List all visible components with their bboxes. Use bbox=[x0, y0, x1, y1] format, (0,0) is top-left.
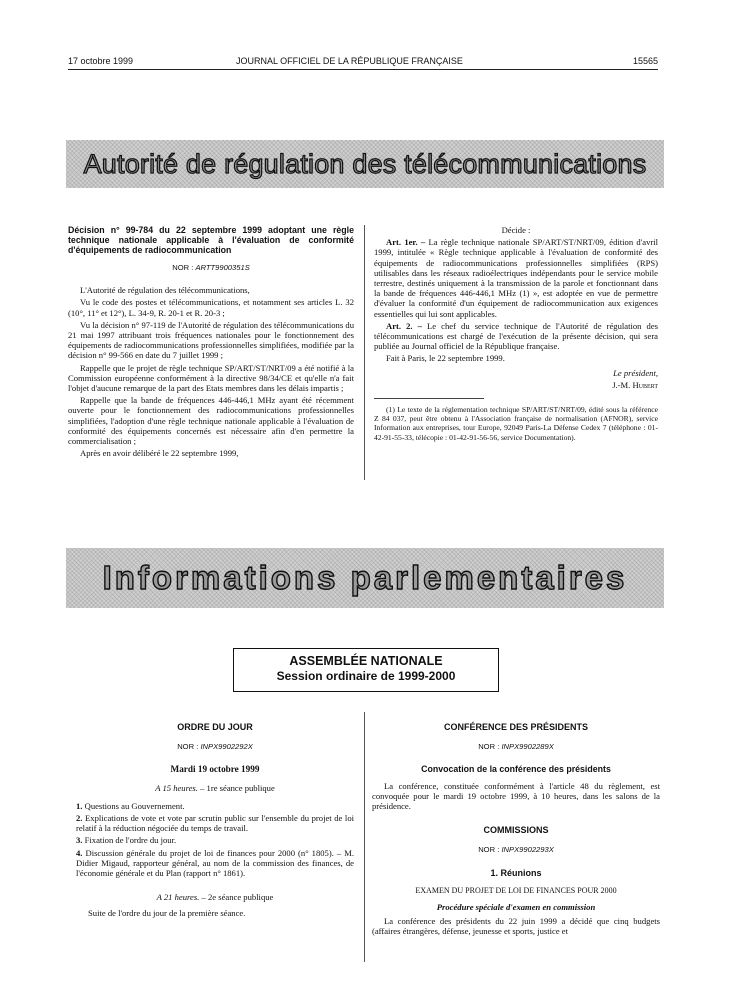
agenda-items bbox=[76, 801, 354, 878]
conference-heading: CONFÉRENCE DES PRÉSIDENTS bbox=[443, 722, 589, 732]
agenda-item bbox=[76, 813, 354, 833]
agenda-item-text: Explications de vote et vote par scrutin public sur l'ensemble du projet de loi relatif à la réduction négociée du temps de travail. bbox=[76, 813, 354, 834]
sitting-2-label: – 2e séance publique bbox=[201, 892, 274, 903]
conference-nor-code: INPX9902289X bbox=[501, 742, 554, 752]
commissions-heading: COMMISSIONS bbox=[483, 825, 549, 836]
conference-nor-label: NOR : bbox=[478, 742, 500, 752]
commissions-nor-code: INPX9902293X bbox=[501, 845, 554, 855]
preamble-authority: L'Autorité de régulation des télécommunications, bbox=[80, 285, 250, 296]
banner-title: Autorité de régulation des télécommunications bbox=[83, 148, 647, 179]
header-rule bbox=[68, 69, 658, 70]
agenda-item-num: 2. bbox=[76, 813, 83, 824]
agenda-nor bbox=[76, 742, 354, 752]
decision-right-column bbox=[374, 225, 658, 444]
sitting-2-text: Suite de l'ordre du jour de la première séance. bbox=[88, 908, 246, 919]
assembly-name: ASSEMBLÉE NATIONALE bbox=[289, 654, 443, 668]
agenda-item bbox=[76, 848, 354, 879]
signer-title-text: Le président, bbox=[613, 367, 658, 378]
preamble-notification: Rappelle que le projet de règle technique SP/ART/ST/NRT/09 a été notifié à la Commission européenne conformément à la directive 98/34/CE et qu'elle n'a fait l'objet d'aucune remarque de la part des Etats membres dans les délais impartis ; bbox=[68, 362, 354, 394]
agenda-column bbox=[76, 722, 354, 921]
assembly-box bbox=[233, 648, 499, 692]
preamble-code: Vu le code des postes et télécommunications, et notamment ses articles L. 32 (10°, 11° et 12°), L. 34-9, R. 20-1 et R. 20-3 ; bbox=[68, 297, 354, 318]
procedure-heading-text: Procédure spéciale d'examen en commission bbox=[436, 902, 596, 913]
commissions-nor bbox=[372, 845, 660, 855]
article-1-label: Art. 1er. – bbox=[386, 237, 426, 248]
exam-heading: EXAMEN DU PROJET DE LOI DE FINANCES POUR 2000 bbox=[415, 885, 617, 895]
banner-title-parliament: Informations parlementaires bbox=[102, 559, 628, 596]
article-2 bbox=[374, 321, 658, 352]
agenda-nor-label: NOR : bbox=[177, 742, 199, 752]
procedure-heading bbox=[372, 902, 660, 912]
decision-nor bbox=[68, 263, 354, 273]
decision-title: Décision n° 99-784 du 22 septembre 1999 adoptant une règle technique nationale applicable à l'évaluation de conformité d'équipements de radiocommunication bbox=[68, 225, 354, 255]
footnote: (1) Le texte de la réglementation technique SP/ART/ST/NRT/09, édité sous la référence Z 84 037, peut être obtenu à l'Association française de normalisation (AFNOR), service Information aux entreprises, tour Europe, 92049 Paris-La Défense Cedex 7 (téléphone : 01-42-91-55-33, télécopie : 01-42-91-56-56, service Documentation). bbox=[374, 405, 658, 442]
agenda-item-text: Fixation de l'ordre du jour. bbox=[84, 835, 177, 846]
done-at: Fait à Paris, le 22 septembre 1999. bbox=[386, 353, 505, 364]
header-journal-title: JOURNAL OFFICIEL DE LA RÉPUBLIQUE FRANÇAISE bbox=[236, 56, 463, 66]
reunions-heading: 1. Réunions bbox=[490, 867, 542, 878]
sitting-1-label: – 1re séance publique bbox=[200, 782, 275, 793]
agenda-heading: ORDRE DU JOUR bbox=[177, 722, 253, 732]
article-1 bbox=[374, 237, 658, 319]
signer-name: J.-M. Hubert bbox=[612, 379, 658, 390]
decision-left-column bbox=[68, 225, 354, 460]
agenda-item bbox=[76, 835, 354, 845]
agenda-item-text: Questions au Gouvernement. bbox=[84, 800, 185, 811]
agenda-item-num: 1. bbox=[76, 800, 83, 811]
convocation-title: Convocation de la conférence des présidents bbox=[421, 764, 611, 775]
agenda-day: Mardi 19 octobre 1999 bbox=[170, 764, 260, 775]
decide-label: Décide : bbox=[501, 225, 531, 235]
agenda-nor-code: INPX9902292X bbox=[200, 742, 253, 752]
header-page-number: 15565 bbox=[632, 56, 658, 66]
convocation-text: La conférence, constituée conformément à l'article 48 du règlement, est convoquée pour le mardi 19 octobre 1999, à 10 heures, dans les salons de la présidence. bbox=[372, 780, 660, 812]
column-divider bbox=[364, 225, 365, 480]
agenda-item bbox=[76, 801, 354, 811]
commissions-nor-label: NOR : bbox=[478, 845, 500, 855]
signer-title bbox=[374, 368, 658, 378]
preamble-decision: Vu la décision n° 97-119 de l'Autorité de régulation des télécommunications du 21 mai 1997 attribuant trois fréquences nationales pour le fonctionnement des équipements de radiocommunications professionnelles simplifiées, modifiée par la décision n° 99-566 en date du 7 juillet 1999 ; bbox=[68, 319, 354, 361]
sitting-1-time: A 15 heures. bbox=[155, 782, 198, 793]
column-divider-2 bbox=[364, 712, 365, 962]
conference-column bbox=[372, 722, 660, 939]
article-1-text: La règle technique nationale SP/ART/ST/NRT/09, édition d'avril 1999, intitulée « Règle technique applicable à l'évaluation de conformité des équipements de radiocommunications professionnelles simplifiées (RPS) utilisables dans les réseaux radioélectriques indépendants pour le service mobile terrestre, destinés uniquement à la transmission de la parole et fonctionnant dans la bande de fréquences 446-446,1 MHz (1) », est adoptée en vue de permettre d'évaluer la conformité d'un équipement de radiocommunication aux exigences essentielles qui lui sont applicables. bbox=[374, 237, 659, 319]
agenda-item-num: 4. bbox=[76, 847, 83, 858]
session-name: Session ordinaire de 1999-2000 bbox=[276, 669, 456, 683]
section-banner-arctel bbox=[66, 140, 664, 188]
section-banner-parliament bbox=[66, 548, 664, 608]
sitting-2-time: A 21 heures. bbox=[156, 892, 200, 903]
agenda-item-num: 3. bbox=[76, 835, 83, 846]
conference-nor bbox=[372, 742, 660, 752]
preamble-frequencies: Rappelle que la bande de fréquences 446-446,1 MHz ayant été récemment ouverte pour le fonctionnement des radiocommunications professionnelles simplifiées, l'adoption d'une règle technique nationale applicable à l'évaluation de conformité des équipements concernés est nécessaire afin d'en permettre la commercialisation ; bbox=[68, 395, 354, 447]
nor-code: ARTT9900351S bbox=[195, 263, 250, 272]
header-date: 17 octobre 1999 bbox=[68, 56, 134, 66]
article-2-text: Le chef du service technique de l'Autorité de régulation des télécommunications est chargé de l'exécution de la présente décision, qui sera publiée au Journal officiel de la République française. bbox=[374, 320, 658, 352]
sitting-1 bbox=[76, 783, 354, 793]
preamble-deliberation: Après en avoir délibéré le 22 septembre 1999, bbox=[80, 448, 239, 459]
agenda-item-text: Discussion générale du projet de loi de finances pour 2000 (n° 1805). – M. Didier Migaud, rapporteur général, au nom de la commission des finances, de l'économie générale et du Plan (rapport n° 1861). bbox=[76, 847, 354, 879]
footnote-rule bbox=[374, 398, 484, 399]
article-2-label: Art. 2. – bbox=[386, 320, 422, 331]
nor-label: NOR : bbox=[172, 263, 194, 272]
running-header bbox=[68, 56, 658, 70]
sitting-2 bbox=[76, 892, 354, 902]
procedure-text: La conférence des présidents du 22 juin 1999 a décidé que cinq budgets (affaires étrangères, défense, jeunesse et sports, justice et bbox=[372, 916, 660, 937]
